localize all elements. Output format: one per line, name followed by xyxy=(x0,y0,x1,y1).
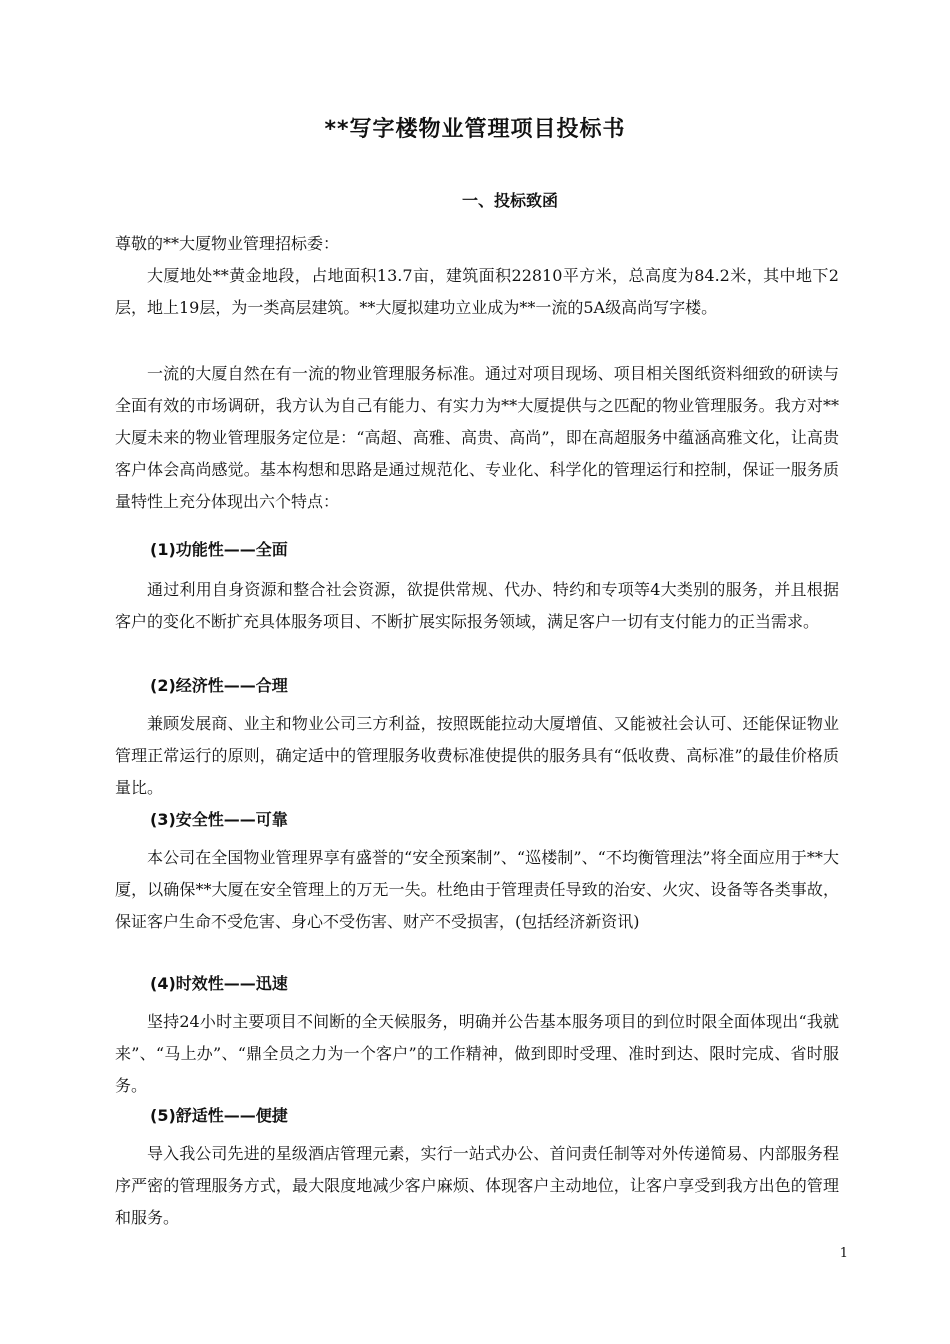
feature-text-safety: 本公司在全国物业管理界享有盛誉的“安全预案制”、“巡楼制”、“不均衡管理法”将全面应用于**大厦，以确保**大厦在安全管理上的万无一失。杜绝由于管理责任导致的治安、火灾、设备等各类事故，保证客户生命不受危害、身心不受伤害、财产不受损害，(包括经济新资讯) xyxy=(115,848,839,931)
feature-heading-timeliness: (4)时效性——迅速 xyxy=(150,974,288,993)
feature-heading-safety: (3)安全性——可靠 xyxy=(150,810,288,829)
paragraph-positioning: 一流的大厦自然在有一流的物业管理服务标准。通过对项目现场、项目相关图纸资料细致的研读与全面有效的市场调研，我方认为自己有能力、有实力为**大厦提供与之匹配的物业管理服务。我方对**大厦未来的物业管理服务定位是：“高超、高雅、高贵、高尚”，即在高超服务中蕴涵高雅文化，让高贵客户体会高尚感觉。基本构想和思路是通过规范化、专业化、科学化的管理运行和控制，保证一服务质量特性上充分体现出六个特点： xyxy=(115,364,839,511)
page-number: 1 xyxy=(839,1246,848,1261)
feature-heading-functionality: (1)功能性——全面 xyxy=(150,540,288,559)
feature-text-functionality: 通过利用自身资源和整合社会资源，欲提供常规、代办、特约和专项等4大类别的服务，并且根据客户的变化不断扩充具体服务项目、不断扩展实际报务领域，满足客户一切有支付能力的正当需求。 xyxy=(115,580,839,631)
paragraph-location: 大厦地处**黄金地段，占地面积13.7亩，建筑面积22810平方米，总高度为84.2米，其中地下2层，地上19层，为一类高层建筑。**大厦拟建功立业成为**一流的5A级高尚写字楼。 xyxy=(115,266,839,317)
feature-heading-economy: (2)经济性——合理 xyxy=(150,676,288,695)
feature-text-economy: 兼顾发展商、业主和物业公司三方利益，按照既能拉动大厦增值、又能被社会认可、还能保证物业管理正常运行的原则，确定适中的管理服务收费标准使提供的服务具有“低收费、高标准”的最佳价格质量比。 xyxy=(115,714,839,797)
section-title: 一、投标致函 xyxy=(461,191,558,210)
feature-text-comfort: 导入我公司先进的星级酒店管理元素，实行一站式办公、首问责任制等对外传递简易、内部服务程序严密的管理服务方式，最大限度地减少客户麻烦、体现客户主动地位，让客户享受到我方出色的管理和服务。 xyxy=(115,1144,839,1227)
feature-text-timeliness: 坚持24小时主要项目不间断的全天候服务，明确并公告基本服务项目的到位时限全面体现出“我就来”、“马上办”、“鼎全员之力为一个客户”的工作精神，做到即时受理、准时到达、限时完成、省时服务。 xyxy=(115,1012,839,1095)
feature-heading-comfort: (5)舒适性——便捷 xyxy=(150,1106,288,1125)
salutation: 尊敬的**大厦物业管理招标委： xyxy=(115,234,340,253)
document-title: **写字楼物业管理项目投标书 xyxy=(324,117,626,142)
